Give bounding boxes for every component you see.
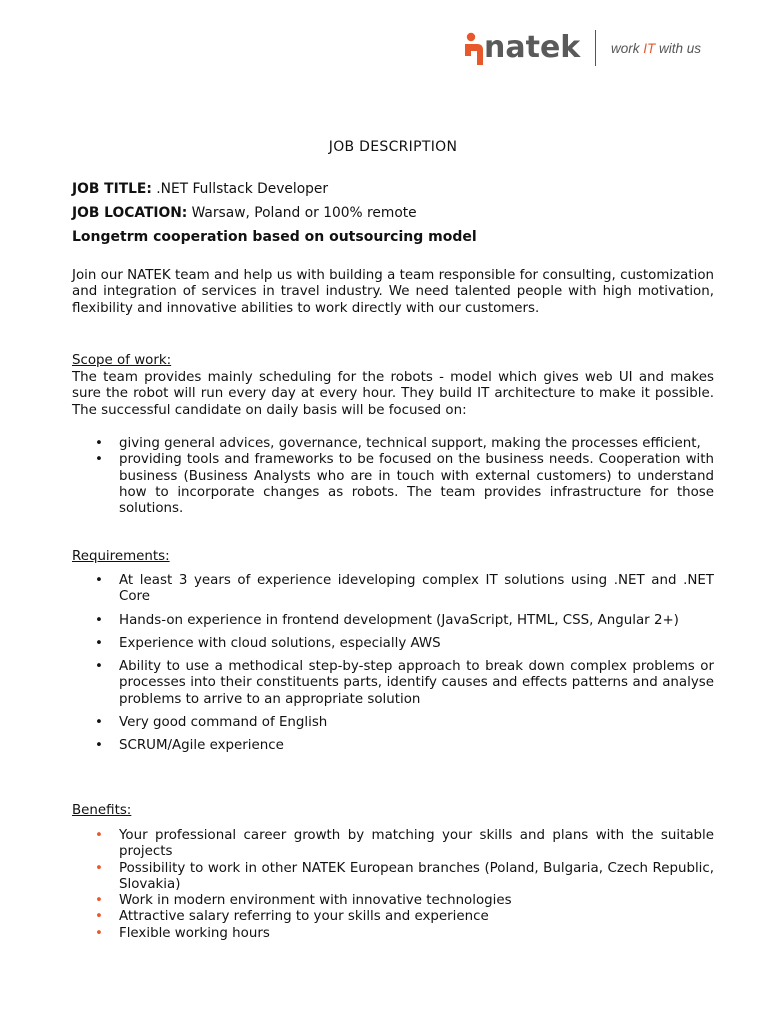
bullet-icon: •	[95, 659, 103, 675]
list-item	[72, 452, 714, 517]
orange-bullet-icon: •	[95, 860, 103, 876]
job-title-value: .NET Fullstack Developer	[151, 181, 329, 197]
benefits-heading: Benefits:	[72, 803, 132, 818]
orange-bullet-icon: •	[95, 828, 103, 843]
list-item	[72, 436, 714, 452]
scope-list	[72, 436, 714, 517]
bullet-icon: •	[95, 738, 103, 754]
orange-bullet-icon: •	[95, 925, 103, 941]
list-item-text: providing tools and frameworks to be focused on the business needs. Cooperation with business (Business Analysts who are in touch with external customers) to understand how to incorporate changes as robots. The team provides infrastructure for those solutions.	[119, 452, 714, 517]
list-item-text: Possibility to work in other NATEK European branches (Poland, Bulgaria, Czech Republic, Slovakia)	[119, 860, 714, 892]
cooperation-line: Longetrm cooperation based on outsourcing model	[72, 229, 477, 245]
job-location-label: JOB LOCATION:	[72, 205, 188, 221]
list-item-text: Attractive salary referring to your skills and experience	[119, 909, 489, 925]
slogan-pre: work	[611, 41, 644, 56]
bullet-icon: •	[95, 715, 103, 731]
header-logo	[462, 28, 722, 68]
orange-bullet-icon: •	[95, 909, 103, 925]
list-item	[72, 573, 714, 606]
list-item-text: Work in modern environment with innovative technologies	[119, 893, 512, 909]
list-item-text: Experience with cloud solutions, especially AWS	[119, 635, 441, 651]
bullet-icon: •	[95, 573, 103, 588]
list-item	[72, 926, 714, 942]
list-item-text: Hands-on experience in frontend development (JavaScript, HTML, CSS, Angular 2+)	[119, 612, 679, 628]
requirements-heading: Requirements:	[72, 549, 170, 564]
bullet-icon: •	[95, 635, 103, 651]
list-item-text: Your professional career growth by matching your skills and plans with the suitable projects	[119, 828, 714, 860]
list-item	[72, 613, 714, 629]
list-item-text: Ability to use a methodical step-by-step approach to break down complex problems or processes into their constituents parts, identify causes and effects patterns and analyse problems to arrive to an appropriate solution	[119, 659, 714, 707]
bullet-icon: •	[95, 452, 103, 468]
logo-divider	[595, 30, 596, 66]
list-item	[72, 828, 714, 861]
requirements-list	[72, 573, 714, 762]
list-item-text: Flexible working hours	[119, 925, 270, 941]
list-item-text: SCRUM/Agile experience	[119, 738, 284, 754]
bullet-icon: •	[95, 612, 103, 628]
list-item	[72, 738, 714, 754]
list-item	[72, 909, 714, 925]
list-item-text: giving general advices, governance, technical support, making the processes efficient,	[119, 436, 701, 451]
benefits-list	[72, 828, 714, 942]
scope-heading: Scope of work:	[72, 353, 172, 368]
slogan	[611, 38, 701, 60]
job-location-line	[72, 204, 417, 222]
orange-bullet-icon: •	[95, 893, 103, 909]
slogan-it: IT	[643, 41, 656, 56]
document-title: JOB DESCRIPTION	[328, 139, 458, 155]
list-item	[72, 893, 714, 909]
list-item-text: Very good command of English	[119, 715, 328, 731]
job-location-value: Warsaw, Poland or 100% remote	[187, 205, 417, 221]
job-title-line	[72, 180, 328, 198]
logo-wordmark: natek	[484, 30, 581, 65]
bullet-icon: •	[95, 436, 103, 451]
list-item	[72, 861, 714, 894]
list-item	[72, 636, 714, 652]
list-item-text: At least 3 years of experience ideveloping complex IT solutions using .NET and .NET Core	[119, 573, 714, 605]
list-item	[72, 659, 714, 708]
natek-figure-icon	[462, 32, 486, 66]
scope-paragraph: The team provides mainly scheduling for the robots - model which gives web UI and makes sure the robot will run every day at every hour. They build IT architecture to make it possible. The successful candidate on daily basis will be focused on:	[72, 370, 714, 418]
slogan-post: with us	[655, 41, 702, 56]
list-item	[72, 715, 714, 731]
job-title-label: JOB TITLE:	[72, 181, 152, 197]
intro-paragraph: Join our NATEK team and help us with building a team responsible for consulting, customization and integration of services in travel industry. We need talented people with high motivation, flexibility and innovative abilities to work directly with our customers.	[72, 268, 714, 316]
